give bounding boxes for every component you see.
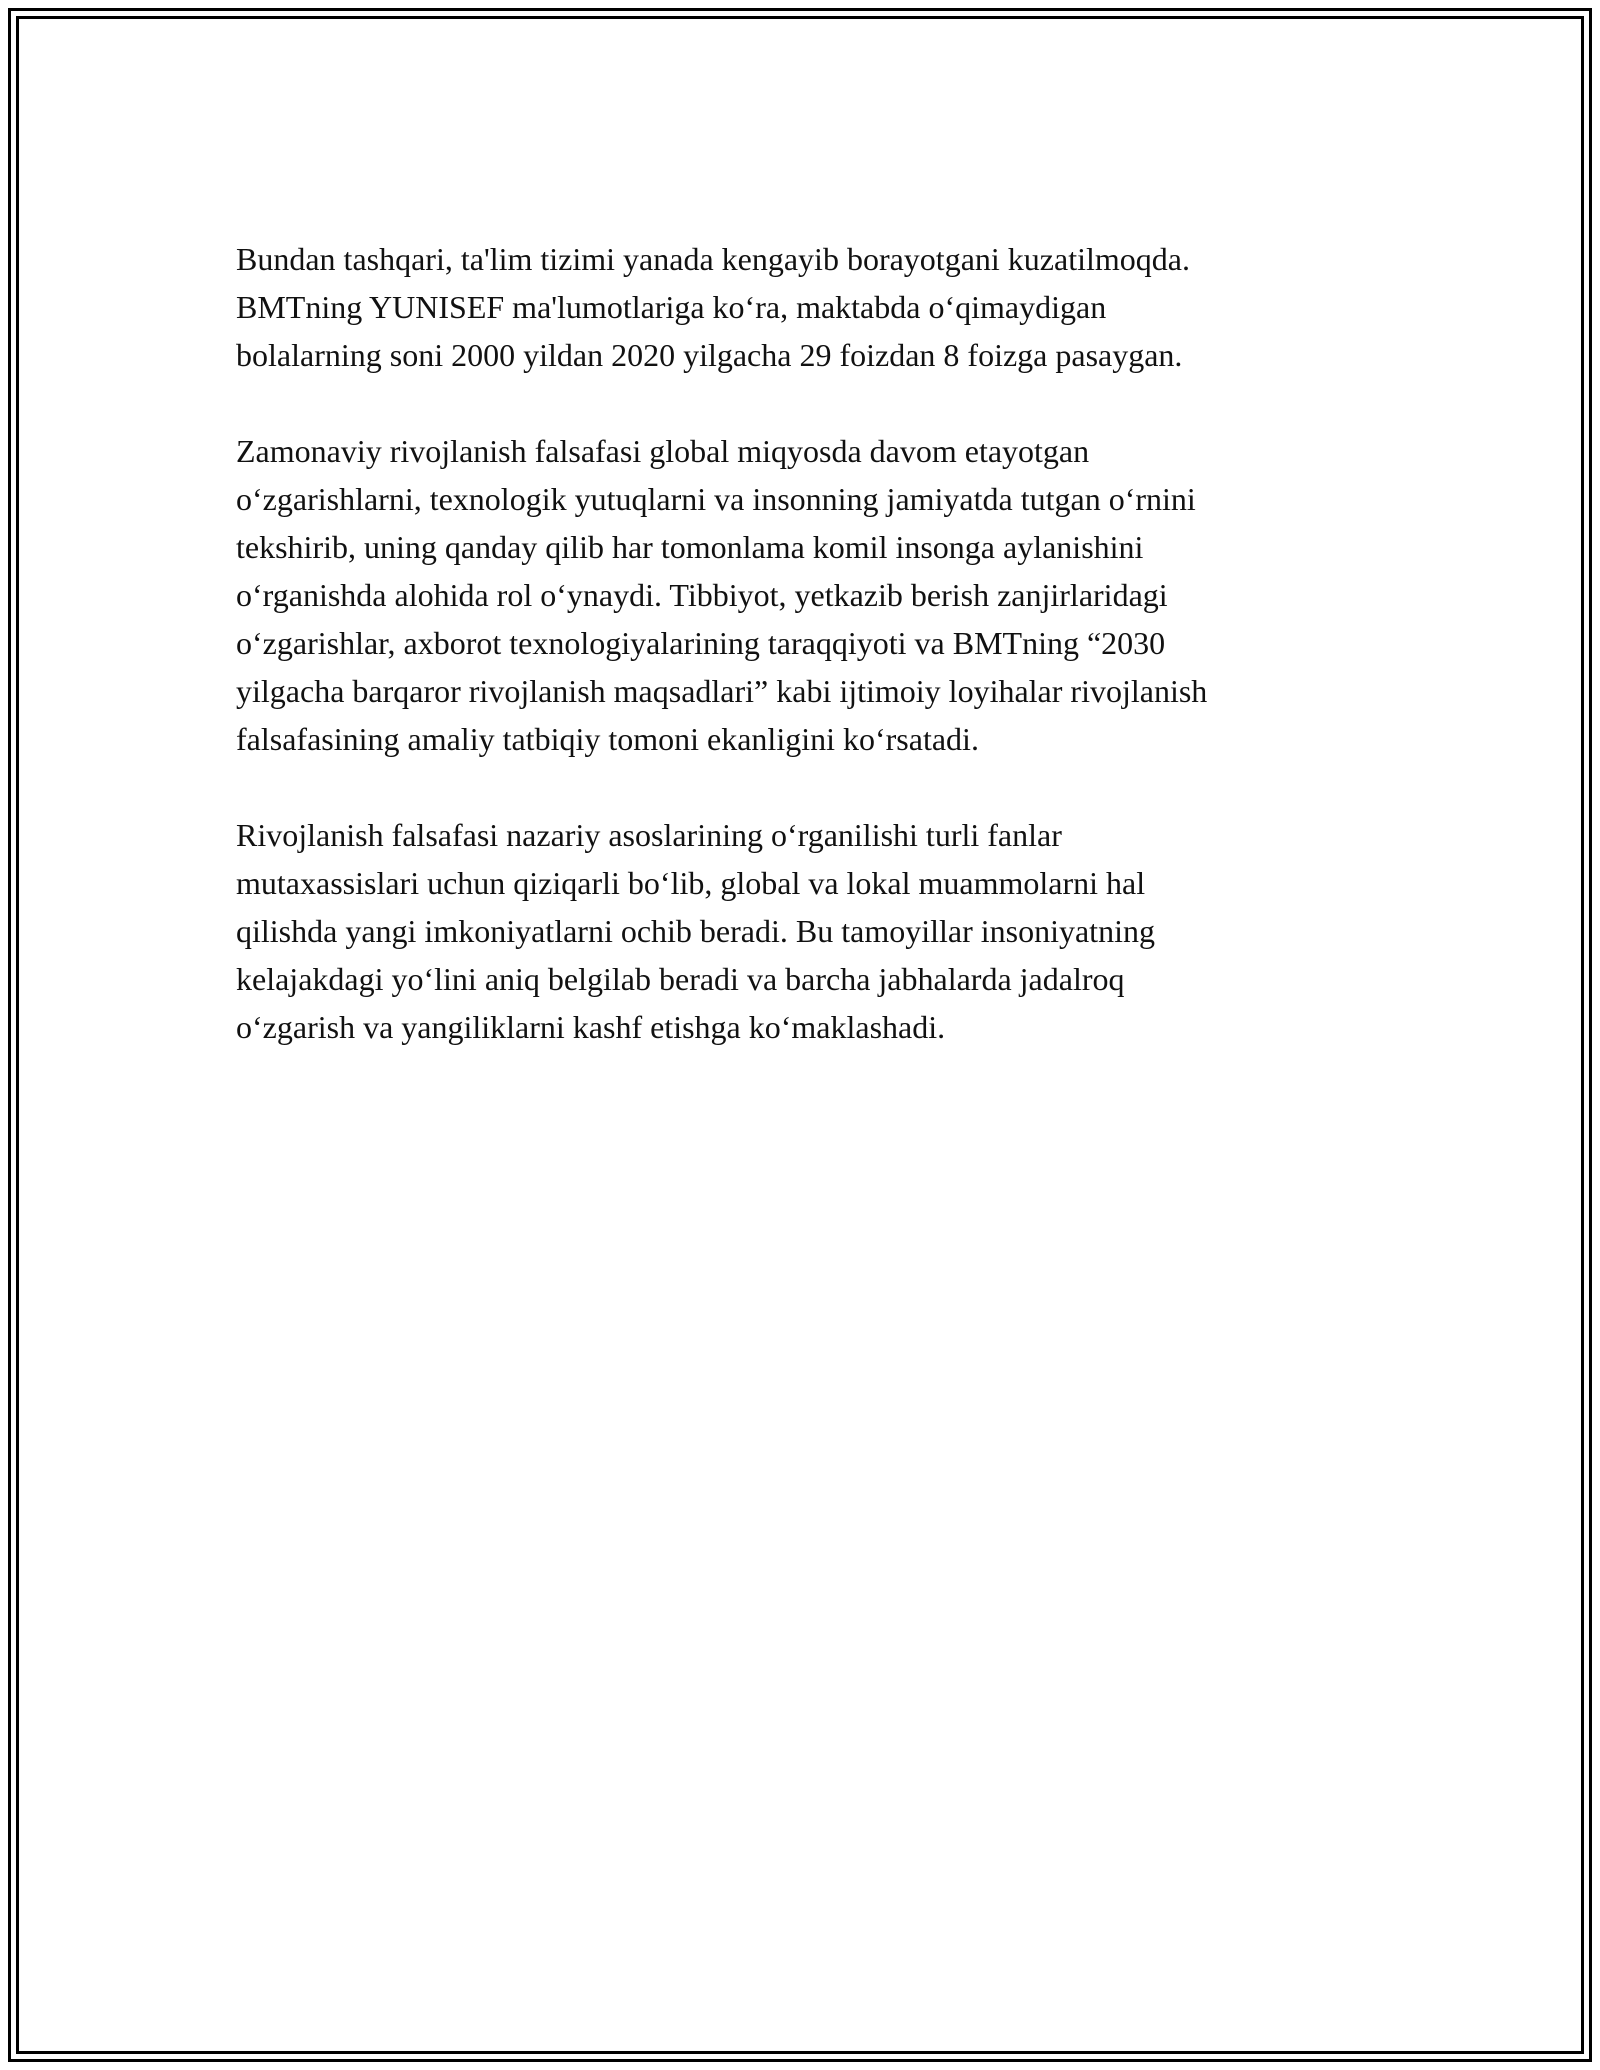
paragraph-line: o‘rganishda alohida rol o‘ynaydi. Tibbiyot, yetkazib berish zanjirlaridagi bbox=[236, 577, 1168, 613]
paragraph-line: mutaxassislari uchun qiziqarli bo‘lib, global va lokal muammolarni hal bbox=[236, 865, 1146, 901]
paragraph-line: tekshirib, uning qanday qilib har tomonlama komil insonga aylanishini bbox=[236, 529, 1144, 565]
paragraph-line: Zamonaviy rivojlanish falsafasi global miqyosda davom etayotgan bbox=[236, 433, 1090, 469]
paragraph-3 bbox=[236, 811, 1366, 1051]
paragraph-line: qilishda yangi imkoniyatlarni ochib beradi. Bu tamoyillar insoniyatning bbox=[236, 913, 1155, 949]
paragraph-line: falsafasining amaliy tatbiqiy tomoni ekanligini ko‘rsatadi. bbox=[236, 721, 979, 757]
paragraph-line: kelajakdagi yo‘lini aniq belgilab beradi va barcha jabhalarda jadalroq bbox=[236, 961, 1125, 997]
paragraph-line: o‘zgarish va yangiliklarni kashf etishga ko‘maklashadi. bbox=[236, 1009, 946, 1045]
paragraph-line: Bundan tashqari, ta'lim tizimi yanada kengayib borayotgani kuzatilmoqda. bbox=[236, 241, 1190, 277]
paragraph-2 bbox=[236, 427, 1366, 763]
paragraph-line: o‘zgarishlarni, texnologik yutuqlarni va insonning jamiyatda tutgan o‘rnini bbox=[236, 481, 1196, 517]
paragraph-line: yilgacha barqaror rivojlanish maqsadlari” kabi ijtimoiy loyihalar rivojlanish bbox=[236, 673, 1208, 709]
paragraph-line: bolalarning soni 2000 yildan 2020 yilgacha 29 foizdan 8 foizga pasaygan. bbox=[236, 337, 1183, 373]
paragraph-1 bbox=[236, 235, 1366, 379]
paragraph-line: o‘zgarishlar, axborot texnologiyalarining taraqqiyoti va BMTning “2030 bbox=[236, 625, 1166, 661]
document-body bbox=[236, 235, 1366, 1099]
paragraph-line: BMTning YUNISEF ma'lumotlariga ko‘ra, maktabda o‘qimaydigan bbox=[236, 289, 1107, 325]
paragraph-line: Rivojlanish falsafasi nazariy asoslarining o‘rganilishi turli fanlar bbox=[236, 817, 1062, 853]
